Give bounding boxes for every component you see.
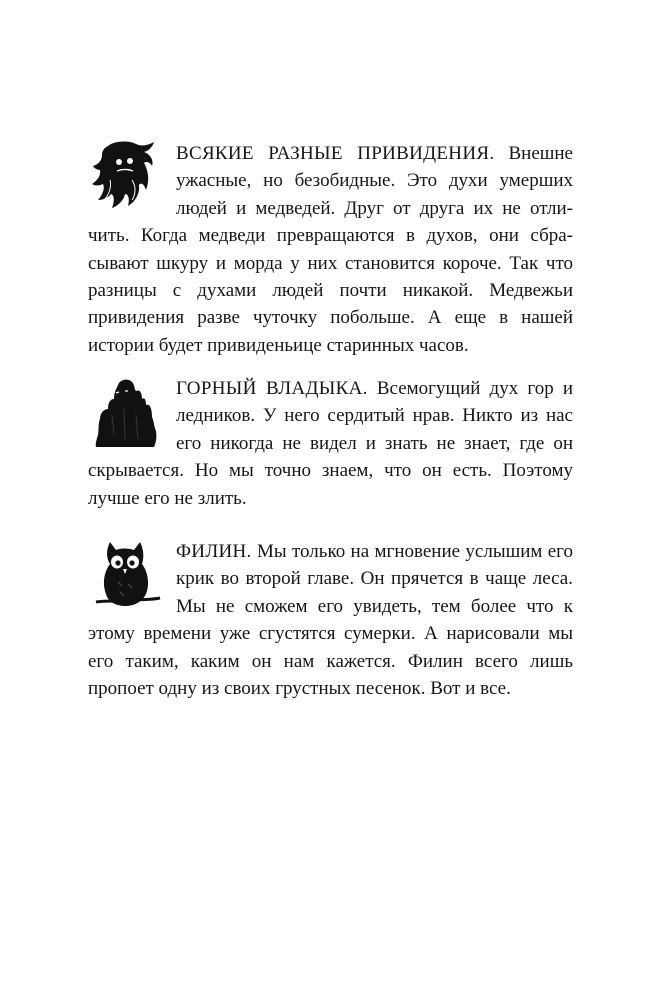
entry-body: Внешне ужасные, но безобидные. Это духи умерших людей и медведей. Друг от друга их не отличить. Когда медведи превращаются в духов, они сбрасывают шкуру и морда у них становится короче. Так что разницы с духами людей почти никакой. Медвежьи привидения разве чуточку побольше. А еще в нашей истории будет привиденьице старинных часов.	[88, 143, 573, 356]
entry-body: Мы только на мгновение услышим его крик во второй главе. Он прячется в чаще леса. Мы не сможем его увидеть, тем более что к этому времени уже сгустятся сумерки. А нарисовали мы его таким, каким он нам кажется. Филин всего лишь пропоет одну из своих грустных песенок. Вот и все.	[88, 541, 574, 700]
mountain-lord-icon	[88, 375, 164, 449]
entry-mountain-lord	[88, 375, 573, 512]
ghost-icon	[88, 140, 164, 214]
entry-title: ВСЯКИЕ РАЗНЫЕ ПРИВИДЕНИЯ.	[176, 143, 495, 164]
entry-ghosts	[88, 140, 573, 359]
owl-icon	[88, 538, 164, 612]
entry-owl	[88, 538, 573, 702]
entry-body: Всемогущий дух гор и ледников. У него сердитый нрав. Никто из нас его никогда не видел и знать не знает, где он скрывается. Но мы точно знаем, что он есть. Поэтому лучше его не злить.	[88, 378, 574, 509]
entry-title: ФИЛИН.	[176, 541, 252, 562]
entry-title: ГОРНЫЙ ВЛАДЫКА.	[176, 378, 368, 399]
